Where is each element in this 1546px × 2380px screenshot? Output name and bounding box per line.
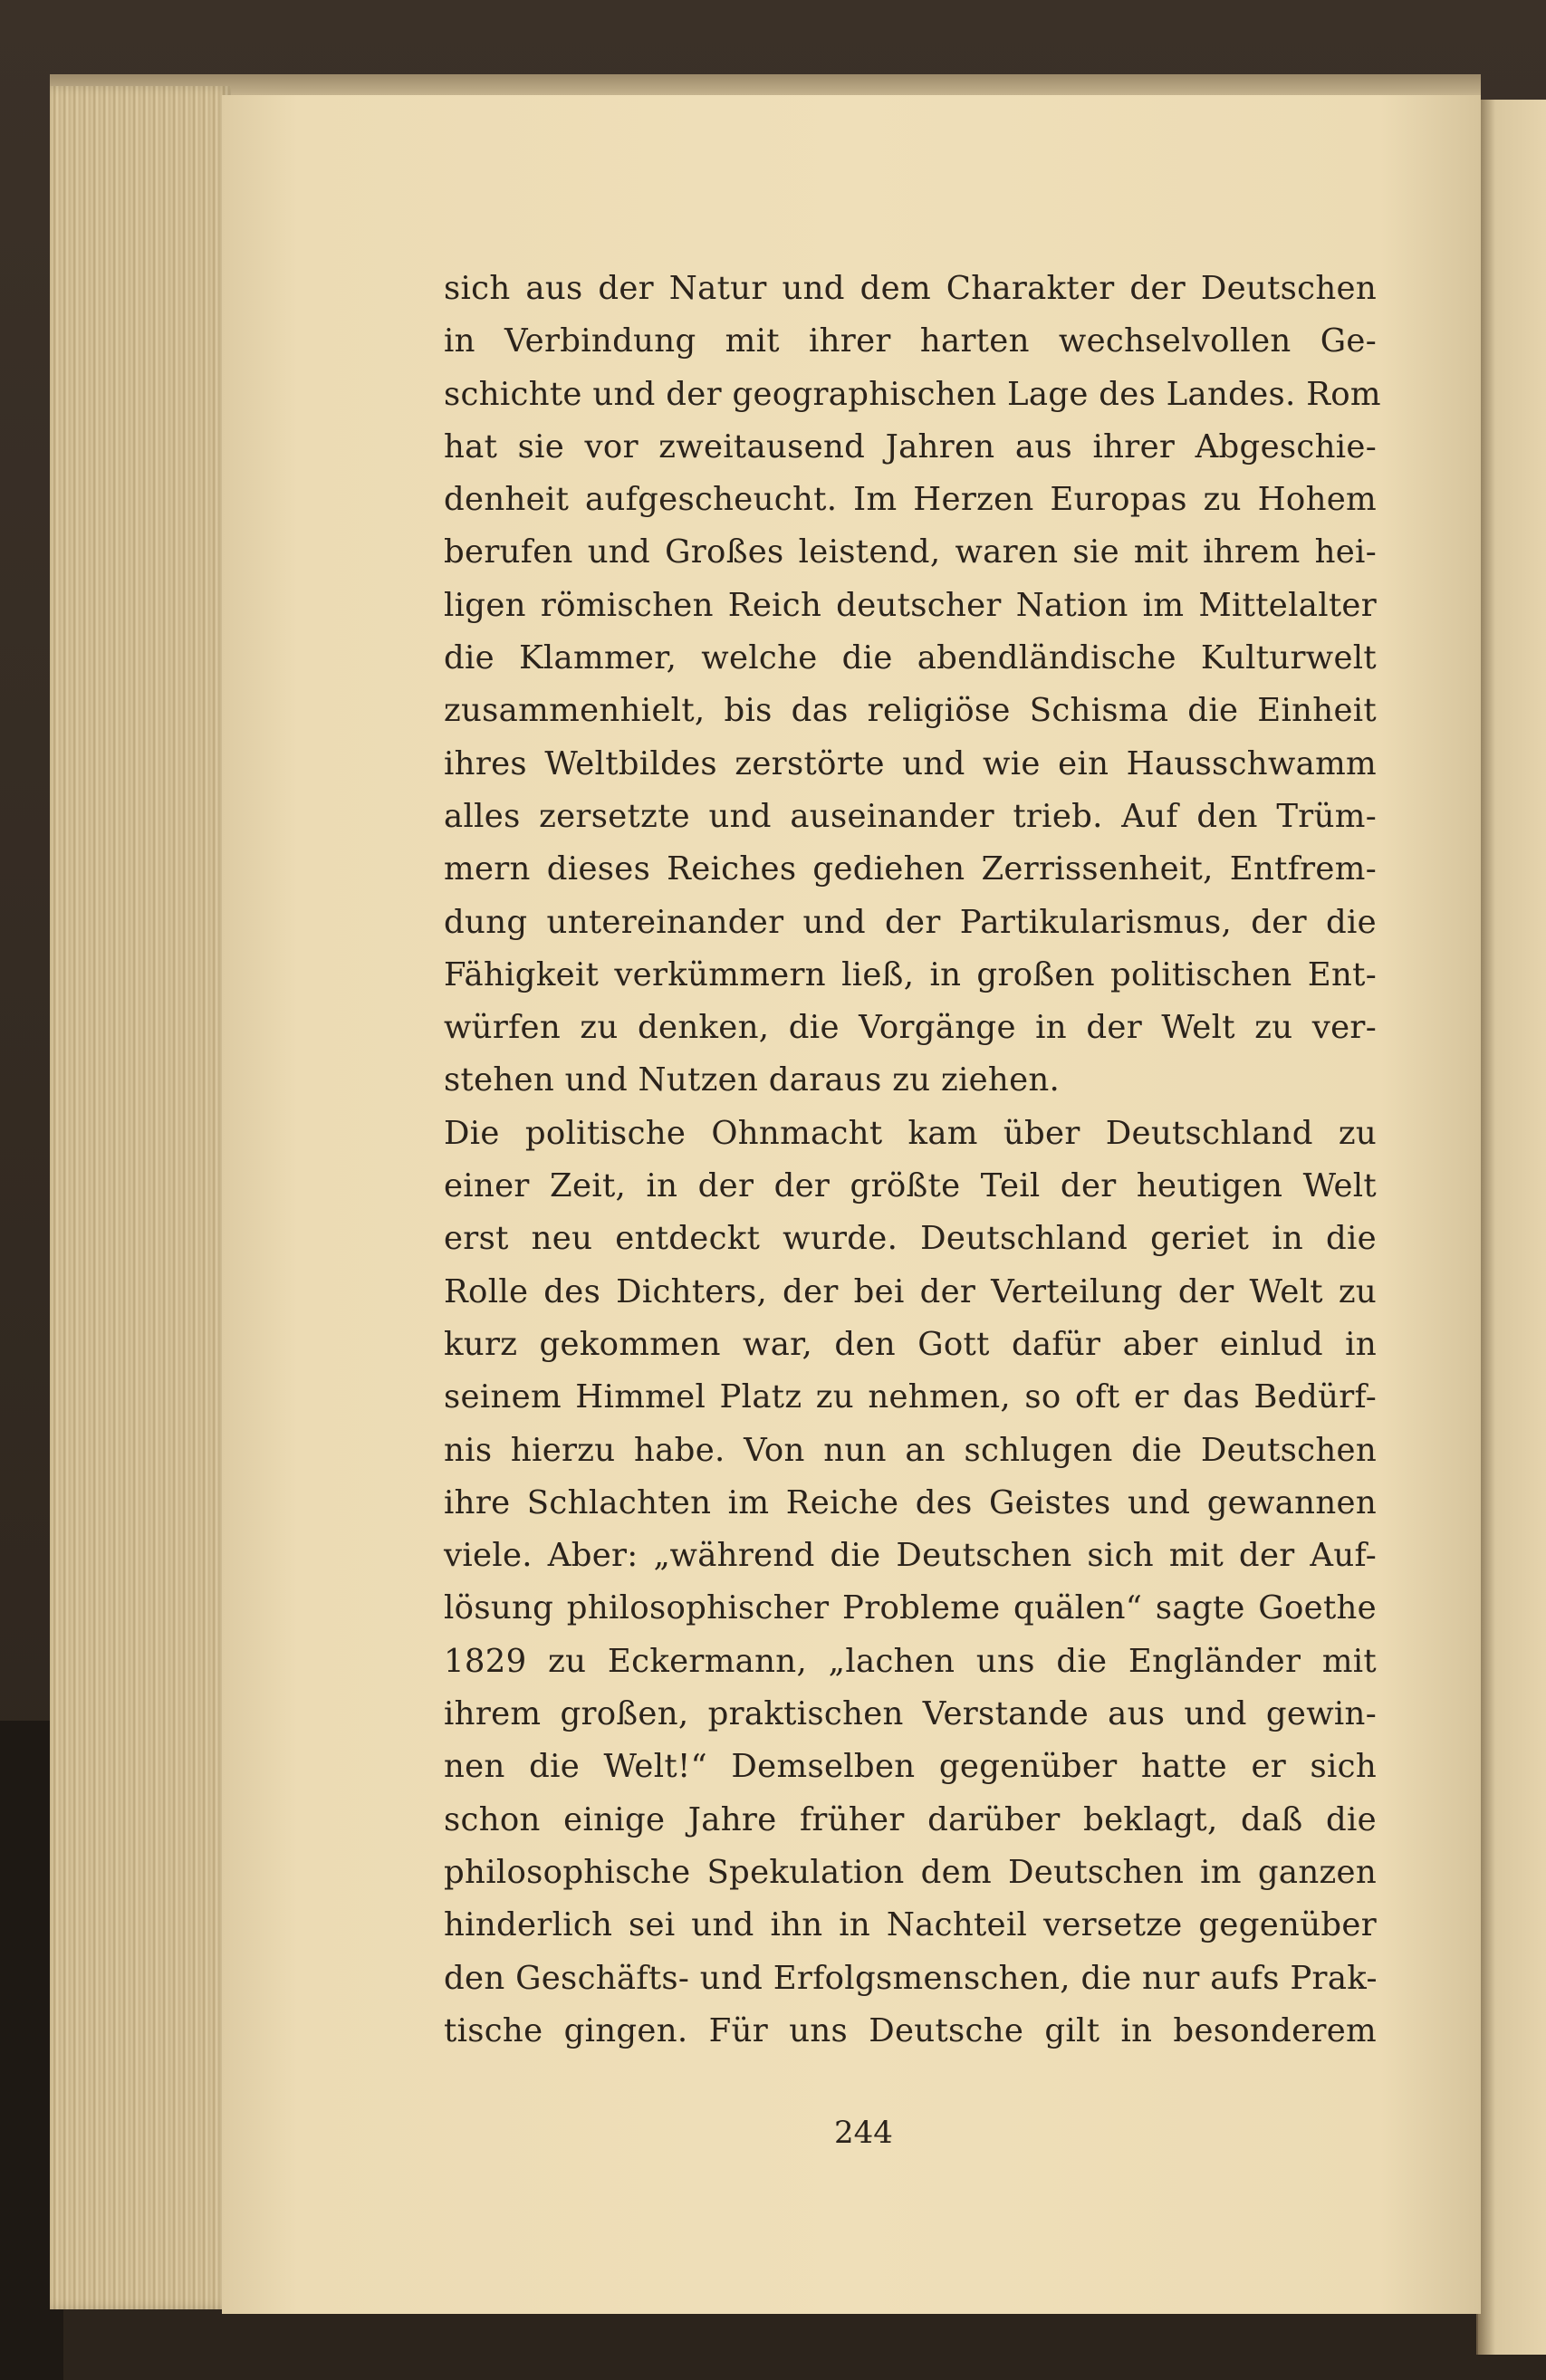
text-line: einer Zeit, in der der größte Teil der heutigen Welt bbox=[444, 1167, 1377, 1205]
text-line: berufen und Großes leistend, waren sie mit ihrem hei- bbox=[444, 533, 1377, 571]
body-text bbox=[444, 263, 1381, 2058]
text-line: in Verbindung mit ihrer harten wechselvollen Ge- bbox=[444, 322, 1377, 360]
text-line: zusammenhielt, bis das religiöse Schisma die Einheit bbox=[444, 692, 1377, 730]
facing-page-edge bbox=[1476, 100, 1546, 2355]
text-line: dung untereinander und der Partikularismus, der die bbox=[444, 903, 1377, 941]
page-block-edges bbox=[50, 86, 231, 2309]
text-line: nis hierzu habe. Von nun an schlugen die Deutschen bbox=[444, 1431, 1377, 1469]
page-number-container bbox=[0, 2115, 1546, 2151]
text-line: philosophische Spekulation dem Deutschen im ganzen bbox=[444, 1853, 1377, 1891]
text-line: lösung philosophischer Probleme quälen“ sagte Goethe bbox=[444, 1589, 1377, 1627]
text-line: ligen römischen Reich deutscher Nation im Mittelalter bbox=[444, 586, 1377, 624]
text-line: hat sie vor zweitausend Jahren aus ihrer Abgeschie- bbox=[444, 427, 1377, 465]
text-line: 1829 zu Eckermann, „lachen uns die Engländer mit bbox=[444, 1642, 1377, 1680]
text-line: Rolle des Dichters, der bei der Verteilung der Welt zu bbox=[444, 1272, 1377, 1310]
text-line: tische gingen. Für uns Deutsche gilt in besonderem bbox=[444, 2011, 1377, 2049]
text-line: den Geschäfts- und Erfolgsmenschen, die nur aufs Prak- bbox=[444, 1959, 1378, 1997]
text-line: alles zersetzte und auseinander trieb. Auf den Trüm- bbox=[444, 797, 1377, 835]
text-line: Fähigkeit verkümmern ließ, in großen politischen Ent- bbox=[444, 955, 1377, 993]
text-line: ihre Schlachten im Reiche des Geistes und gewannen bbox=[444, 1483, 1377, 1521]
text-line: ihres Weltbildes zerstörte und wie ein Hausschwamm bbox=[444, 744, 1377, 782]
text-line: erst neu entdeckt wurde. Deutschland geriet in die bbox=[444, 1220, 1377, 1258]
text-line: kurz gekommen war, den Gott dafür aber einlud in bbox=[444, 1325, 1377, 1363]
text-line: mern dieses Reiches gediehen Zerrissenheit, Entfrem- bbox=[444, 850, 1377, 888]
text-line: schichte und der geographischen Lage des Landes. Rom bbox=[444, 375, 1381, 413]
text-line: hinderlich sei und ihn in Nachteil versetze gegenüber bbox=[444, 1906, 1377, 1944]
text-line: seinem Himmel Platz zu nehmen, so oft er das Bedürf- bbox=[444, 1378, 1377, 1416]
text-line: schon einige Jahre früher darüber beklagt, daß die bbox=[444, 1800, 1377, 1838]
text-line: würfen zu denken, die Vorgänge in der Welt zu ver- bbox=[444, 1009, 1377, 1047]
text-line: Die politische Ohnmacht kam über Deutschland zu bbox=[444, 1114, 1377, 1152]
text-line: viele. Aber: „während die Deutschen sich mit der Auf- bbox=[444, 1537, 1377, 1575]
text-line: die Klammer, welche die abendländische Kulturwelt bbox=[444, 639, 1377, 677]
text-line: sich aus der Natur und dem Charakter der Deutschen bbox=[444, 270, 1377, 307]
text-line: ihrem großen, praktischen Verstande aus und gewin- bbox=[444, 1695, 1377, 1733]
text-line: stehen und Nutzen daraus zu ziehen. bbox=[444, 1061, 1061, 1099]
page-number: 244 bbox=[834, 2115, 893, 2151]
text-line: nen die Welt!“ Demselben gegenüber hatte er sich bbox=[444, 1748, 1377, 1786]
text-line: denheit aufgescheucht. Im Herzen Europas zu Hohem bbox=[444, 481, 1377, 519]
